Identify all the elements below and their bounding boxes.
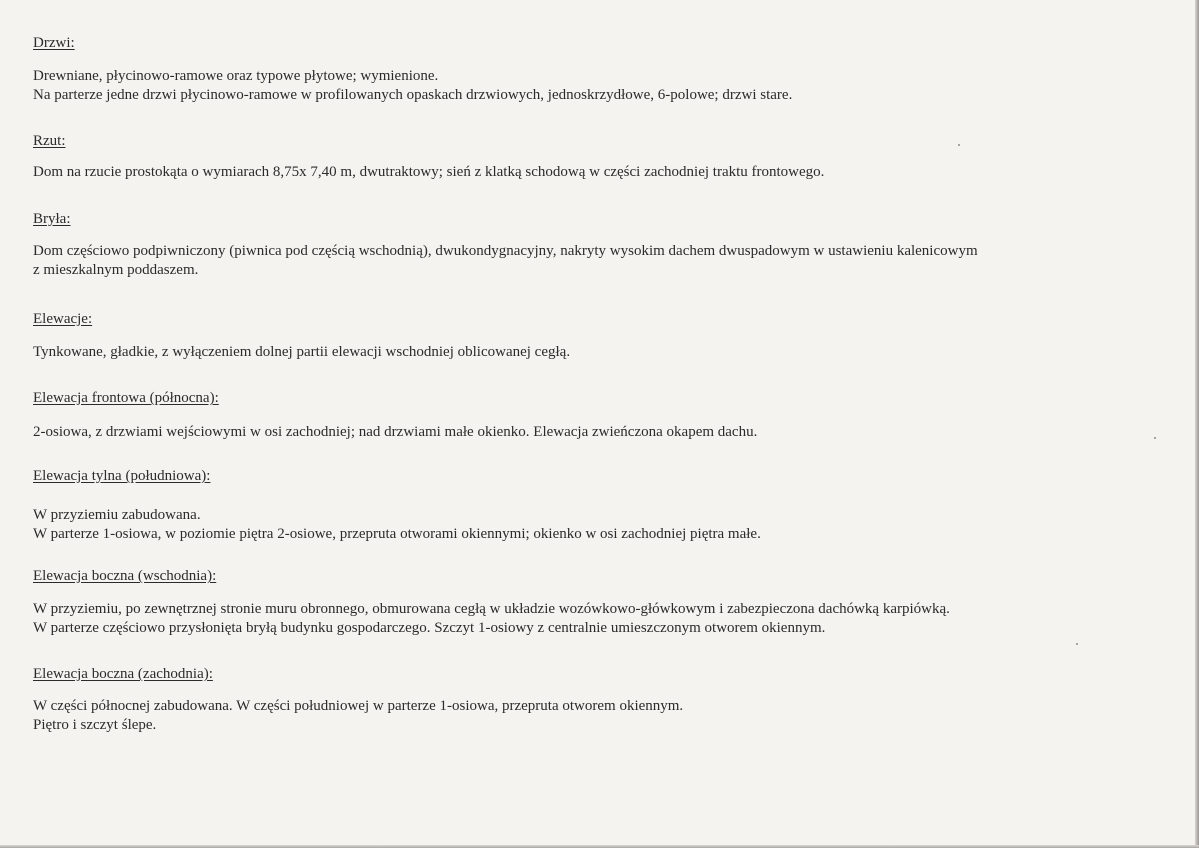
- paragraph-drzwi: [33, 67, 1153, 105]
- paragraph-elewacje: [33, 343, 1153, 362]
- heading-elewacja-frontowa: Elewacja frontowa (północna):: [33, 390, 219, 406]
- text-line: W parterze częściowo przysłonięta bryłą budynku gospodarczego. Szczyt 1-osiowy z centralnie umieszczonym otworem okiennym.: [33, 620, 826, 636]
- text-line: W parterze 1-osiowa, w poziomie piętra 2-osiowe, przepruta otworami okiennymi; okienko w osi zachodniej piętra małe.: [33, 526, 761, 542]
- text-line: Dom na rzucie prostokąta o wymiarach 8,75x 7,40 m, dwutraktowy; sień z klatką schodową w części zachodniej traktu frontowego.: [33, 164, 825, 180]
- paragraph-elewacja-tylna: [33, 506, 1153, 544]
- text-line: Na parterze jedne drzwi płycinowo-ramowe w profilowanych opaskach drzwiowych, jednoskrzydłowe, 6-polowe; drzwi stare.: [33, 87, 793, 103]
- heading-bryla: Bryła:: [33, 211, 71, 227]
- paragraph-elewacja-wschodnia: [33, 600, 1153, 638]
- scan-speck: [1076, 643, 1078, 645]
- text-line: Drewniane, płycinowo-ramowe oraz typowe płytowe; wymienione.: [33, 68, 439, 84]
- text-line: Dom częściowo podpiwniczony (piwnica pod częścią wschodnią), dwukondygnacyjny, nakryty wysokim dachem dwuspadowym w ustawieniu kalenicowym: [33, 243, 978, 259]
- text-line: z mieszkalnym poddaszem.: [33, 262, 199, 278]
- text-line: Piętro i szczyt ślepe.: [33, 717, 157, 733]
- heading-elewacja-wschodnia: Elewacja boczna (wschodnia):: [33, 568, 217, 584]
- text-line: Tynkowane, gładkie, z wyłączeniem dolnej partii elewacji wschodniej oblicowanej cegłą.: [33, 344, 571, 360]
- heading-drzwi: Drzwi:: [33, 35, 75, 51]
- text-line: 2-osiowa, z drzwiami wejściowymi w osi zachodniej; nad drzwiami małe okienko. Elewacja zwieńczona okapem dachu.: [33, 424, 758, 440]
- heading-elewacje: Elewacje:: [33, 311, 93, 327]
- paragraph-bryla: [33, 242, 1153, 280]
- scan-speck: [958, 144, 960, 146]
- heading-rzut: Rzut:: [33, 133, 66, 149]
- text-line: W części północnej zabudowana. W części południowej w parterze 1-osiowa, przepruta otworem okiennym.: [33, 698, 684, 714]
- heading-elewacja-tylna: Elewacja tylna (południowa):: [33, 468, 211, 484]
- text-line: W przyziemiu zabudowana.: [33, 507, 201, 523]
- scan-speck: [1154, 437, 1156, 439]
- paragraph-elewacja-frontowa: [33, 423, 1153, 442]
- heading-elewacja-zachodnia: Elewacja boczna (zachodnia):: [33, 666, 213, 682]
- page-edge-shadow: [1195, 0, 1199, 848]
- paragraph-elewacja-zachodnia: [33, 697, 1153, 735]
- paragraph-rzut: [33, 163, 1153, 182]
- text-line: W przyziemiu, po zewnętrznej stronie muru obronnego, obmurowana cegłą w układzie wozówkowo-główkowym i zabezpieczona dachówką karpiówką.: [33, 601, 950, 617]
